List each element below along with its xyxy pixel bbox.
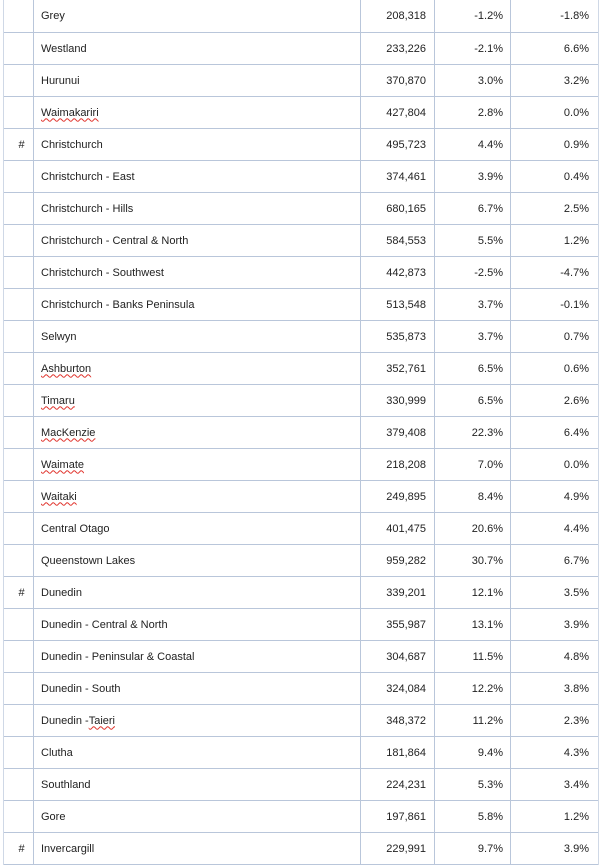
change-2-cell: 4.9% <box>563 490 589 503</box>
region-name: Clutha <box>41 746 73 759</box>
region-name: Christchurch - East <box>41 170 135 183</box>
table-row <box>4 289 598 321</box>
value-cell: 339,201 <box>361 577 435 608</box>
change-2-cell: 3.4% <box>563 778 589 791</box>
region-name-cell <box>34 225 361 256</box>
region-name: Dunedin - South <box>41 682 121 695</box>
change-2-cell: 1.2% <box>563 234 589 247</box>
region-flag-cell <box>4 609 34 640</box>
value-cell: 584,553 <box>361 225 435 256</box>
table-row <box>4 833 598 865</box>
change-1-cell: 3.7% <box>435 289 511 320</box>
change-1-cell: 2.8% <box>435 97 511 128</box>
region-name: Gore <box>41 810 66 823</box>
table-row <box>4 0 598 33</box>
region-name: Christchurch - Banks Peninsula <box>41 298 195 311</box>
change-2-cell: 3.9% <box>563 618 589 631</box>
change-2-cell: 0.9% <box>563 138 589 151</box>
change-1-cell: 11.2% <box>435 705 511 736</box>
region-flag-cell <box>4 417 34 448</box>
region-flag-cell <box>4 161 34 192</box>
change-1-cell: 9.7% <box>435 833 511 864</box>
change-2-cell: 4.8% <box>563 650 589 663</box>
value-cell: 535,873 <box>361 321 435 352</box>
change-2-cell: 0.0% <box>563 106 589 119</box>
region-flag-cell <box>4 353 34 384</box>
region-name-cell <box>34 769 361 800</box>
value-cell: 374,461 <box>361 161 435 192</box>
region-flag-cell <box>4 257 34 288</box>
change-1-cell: 7.0% <box>435 449 511 480</box>
value-cell: 513,548 <box>361 289 435 320</box>
region-flag-cell <box>4 705 34 736</box>
change-1-cell: 22.3% <box>435 417 511 448</box>
data-table <box>3 0 599 865</box>
value-cell: 348,372 <box>361 705 435 736</box>
region-name-cell <box>34 641 361 672</box>
change-2-cell: 3.8% <box>563 682 589 695</box>
region-name-cell <box>34 545 361 576</box>
region-name: Dunedin - Peninsular & Coastal <box>41 650 195 663</box>
region-flag-cell <box>4 801 34 832</box>
region-name-cell <box>34 65 361 96</box>
value-cell: 495,723 <box>361 129 435 160</box>
region-name: Dunedin - Central & North <box>41 618 168 631</box>
value-cell: 224,231 <box>361 769 435 800</box>
table-row <box>4 769 598 801</box>
table-row <box>4 65 598 97</box>
region-name: Christchurch <box>41 138 103 151</box>
value-cell: 324,084 <box>361 673 435 704</box>
table-row <box>4 225 598 257</box>
change-2-cell: 1.2% <box>563 810 589 823</box>
change-2-cell: 4.3% <box>563 746 589 759</box>
region-name-cell <box>34 257 361 288</box>
region-flag-cell <box>4 673 34 704</box>
region-flag-cell <box>4 321 34 352</box>
change-1-cell: 3.0% <box>435 65 511 96</box>
change-2-cell: 6.6% <box>563 42 589 55</box>
value-cell: 355,987 <box>361 609 435 640</box>
region-name-cell <box>34 481 361 512</box>
region-flag-cell <box>4 65 34 96</box>
value-cell: 401,475 <box>361 513 435 544</box>
change-2-cell: 0.4% <box>563 170 589 183</box>
change-1-cell: 12.1% <box>435 577 511 608</box>
region-name: Waimakariri <box>41 106 99 119</box>
change-2-cell: 2.3% <box>563 714 589 727</box>
change-2-cell: -1.8% <box>560 10 589 22</box>
region-name-cell <box>34 161 361 192</box>
value-cell: 208,318 <box>361 0 435 32</box>
region-flag-cell <box>4 481 34 512</box>
value-cell: 370,870 <box>361 65 435 96</box>
table-row <box>4 385 598 417</box>
change-2-cell: -4.7% <box>560 266 589 279</box>
region-name-cell <box>34 513 361 544</box>
region-flag-cell: # <box>4 577 34 608</box>
table-row <box>4 33 598 65</box>
region-name-cell <box>34 129 361 160</box>
change-1-cell: -2.5% <box>435 257 511 288</box>
region-flag-cell <box>4 97 34 128</box>
change-2-cell: -0.1% <box>560 298 589 311</box>
change-1-cell: 30.7% <box>435 545 511 576</box>
table-row <box>4 577 598 609</box>
region-name-cell <box>34 0 361 32</box>
value-cell: 197,861 <box>361 801 435 832</box>
change-2-cell: 2.5% <box>563 202 589 215</box>
change-1-cell: -1.2% <box>435 0 511 32</box>
value-cell: 680,165 <box>361 193 435 224</box>
region-flag-cell <box>4 0 34 32</box>
change-2-cell: 0.7% <box>563 330 589 343</box>
table-row <box>4 449 598 481</box>
region-name-cell <box>34 673 361 704</box>
change-2-cell: 3.2% <box>563 74 589 87</box>
value-cell: 229,991 <box>361 833 435 864</box>
table-row <box>4 161 598 193</box>
change-1-cell: 5.8% <box>435 801 511 832</box>
region-flag-cell <box>4 449 34 480</box>
change-1-cell: 12.2% <box>435 673 511 704</box>
table-row <box>4 257 598 289</box>
region-name-cell <box>34 353 361 384</box>
region-flag-cell <box>4 289 34 320</box>
change-1-cell: 6.5% <box>435 385 511 416</box>
table-row <box>4 321 598 353</box>
change-1-cell: 3.7% <box>435 321 511 352</box>
table-row <box>4 513 598 545</box>
region-name: Hurunui <box>41 74 80 87</box>
change-1-cell: 5.3% <box>435 769 511 800</box>
region-name-cell <box>34 321 361 352</box>
region-flag-cell <box>4 193 34 224</box>
region-flag-cell <box>4 513 34 544</box>
change-1-cell: 9.4% <box>435 737 511 768</box>
change-2-cell: 4.4% <box>563 522 589 535</box>
value-cell: 249,895 <box>361 481 435 512</box>
table-row <box>4 705 598 737</box>
table-row <box>4 193 598 225</box>
region-name: Waitaki <box>41 490 77 503</box>
region-name-cell <box>34 193 361 224</box>
region-flag-cell: # <box>4 129 34 160</box>
change-2-cell: 6.4% <box>563 426 589 439</box>
table-row <box>4 129 598 161</box>
change-1-cell: 3.9% <box>435 161 511 192</box>
region-name-suffix: Taieri <box>88 714 115 727</box>
region-name-cell <box>34 801 361 832</box>
change-1-cell: 11.5% <box>435 641 511 672</box>
table-row <box>4 641 598 673</box>
region-name-cell <box>34 417 361 448</box>
region-name: Timaru <box>41 394 75 407</box>
change-2-cell: 3.5% <box>563 586 589 599</box>
value-cell: 181,864 <box>361 737 435 768</box>
region-name: Dunedin <box>41 586 82 599</box>
region-name: Queenstown Lakes <box>41 554 136 567</box>
table-row <box>4 481 598 513</box>
region-name-cell <box>34 385 361 416</box>
region-flag-cell <box>4 545 34 576</box>
region-name-cell <box>34 577 361 608</box>
region-name: Christchurch - Southwest <box>41 266 164 279</box>
value-cell: 218,208 <box>361 449 435 480</box>
change-1-cell: 5.5% <box>435 225 511 256</box>
region-name: Central Otago <box>41 522 110 535</box>
table-row <box>4 737 598 769</box>
region-name: Selwyn <box>41 330 77 343</box>
region-name-cell <box>34 33 361 64</box>
region-name-cell <box>34 289 361 320</box>
region-name: Ashburton <box>41 362 92 375</box>
region-flag-cell: # <box>4 833 34 864</box>
table-row <box>4 545 598 577</box>
change-2-cell: 0.0% <box>563 458 589 471</box>
region-name: Invercargill <box>41 842 95 855</box>
value-cell: 304,687 <box>361 641 435 672</box>
region-name: Waimate <box>41 458 84 471</box>
table-row <box>4 353 598 385</box>
value-cell: 427,804 <box>361 97 435 128</box>
change-2-cell: 6.7% <box>563 554 589 567</box>
change-2-cell: 3.9% <box>563 842 589 855</box>
change-2-cell: 0.6% <box>563 362 589 375</box>
region-name: Southland <box>41 778 91 791</box>
table-row <box>4 97 598 129</box>
table-row <box>4 801 598 833</box>
change-1-cell: 6.5% <box>435 353 511 384</box>
region-flag-cell <box>4 385 34 416</box>
value-cell: 379,408 <box>361 417 435 448</box>
region-name-cell <box>34 449 361 480</box>
change-1-cell: 4.4% <box>435 129 511 160</box>
region-flag-cell <box>4 737 34 768</box>
change-1-cell: 20.6% <box>435 513 511 544</box>
region-name: MacKenzie <box>41 426 96 439</box>
region-name: Christchurch - Hills <box>41 202 134 215</box>
value-cell: 442,873 <box>361 257 435 288</box>
region-flag-cell <box>4 33 34 64</box>
change-1-cell: 13.1% <box>435 609 511 640</box>
value-cell: 330,999 <box>361 385 435 416</box>
region-flag-cell <box>4 769 34 800</box>
value-cell: 233,226 <box>361 33 435 64</box>
table-row <box>4 609 598 641</box>
change-1-cell: -2.1% <box>435 33 511 64</box>
table-row <box>4 673 598 705</box>
change-2-cell: 2.6% <box>563 394 589 407</box>
region-name: Dunedin - <box>41 714 89 727</box>
region-name: Grey <box>41 10 65 22</box>
table-row <box>4 417 598 449</box>
region-name-cell <box>34 737 361 768</box>
region-flag-cell <box>4 641 34 672</box>
region-name-cell <box>34 97 361 128</box>
value-cell: 959,282 <box>361 545 435 576</box>
change-1-cell: 6.7% <box>435 193 511 224</box>
region-name: Westland <box>41 42 87 55</box>
region-name-cell <box>34 833 361 864</box>
region-name: Christchurch - Central & North <box>41 234 189 247</box>
value-cell: 352,761 <box>361 353 435 384</box>
region-flag-cell <box>4 225 34 256</box>
region-name-cell <box>34 705 361 736</box>
change-1-cell: 8.4% <box>435 481 511 512</box>
region-name-cell <box>34 609 361 640</box>
